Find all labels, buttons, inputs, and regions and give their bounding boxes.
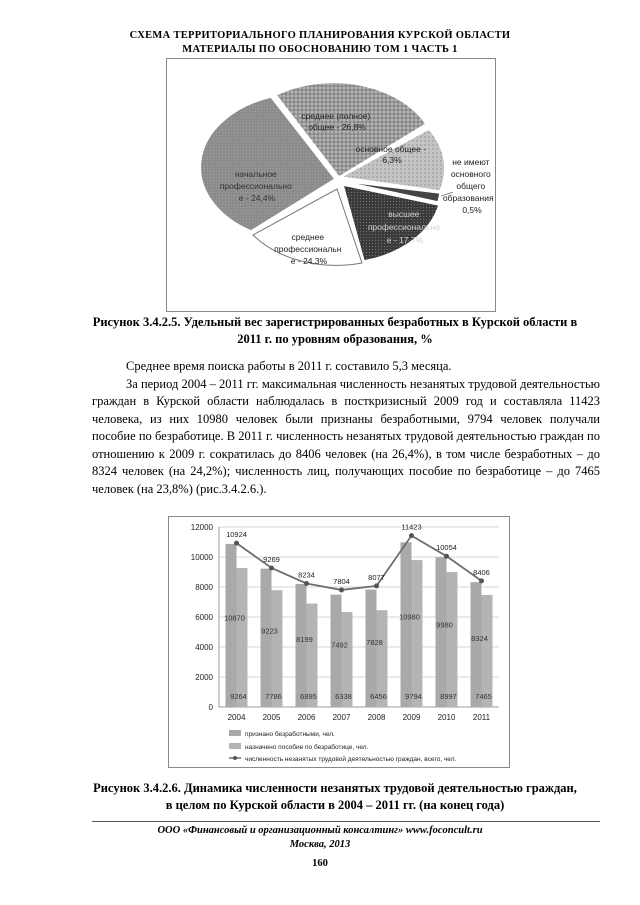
- bar-chart-frame: [168, 516, 510, 768]
- bar-benefit-label: 9264: [230, 692, 247, 701]
- bar-unemployed-label: 8324: [471, 633, 488, 643]
- bar-unemployed: [296, 584, 307, 707]
- bar-benefit-label: 9794: [405, 692, 422, 701]
- body-text: [92, 358, 600, 498]
- bar-unemployed: [436, 557, 447, 707]
- y-tick-label: 8000: [195, 583, 213, 592]
- y-tick-label: 6000: [195, 613, 213, 622]
- y-tick-label: 12000: [190, 523, 213, 532]
- y-tick-label: 0: [208, 703, 213, 712]
- line-total-label: 8406: [473, 567, 490, 577]
- x-tick-label: 2005: [262, 713, 281, 722]
- y-tick-label: 10000: [190, 553, 213, 562]
- header-title-line2: МАТЕРИАЛЫ ПО ОБОСНОВАНИЮ ТОМ 1 ЧАСТЬ 1: [182, 44, 458, 55]
- line-total-label: 8077: [368, 572, 385, 582]
- pie-label-basic-general: основное общее - 6,3%: [355, 144, 427, 165]
- header-title-line1: СХЕМА ТЕРРИТОРИАЛЬНОГО ПЛАНИРОВАНИЯ КУРСКОЙ ОБЛАСТИ: [129, 30, 511, 41]
- bar-benefit-label: 6456: [370, 692, 387, 701]
- line-total-label: 11423: [401, 522, 422, 532]
- legend-benefit: назначено пособие по безработице, чел.: [245, 744, 369, 751]
- figure-caption-2-line1: Рисунок 3.4.2.6. Динамика численности незанятых трудовой деятельностью граждан,: [93, 781, 577, 795]
- line-total-point: [479, 578, 484, 583]
- bar-unemployed-label: 9980: [436, 620, 453, 630]
- bar-unemployed-label: 10980: [399, 612, 420, 622]
- bar-benefit: [237, 568, 248, 707]
- pie-chart: [167, 59, 495, 311]
- footer-company: ООО «Финансовый и организационный консалтинг» www.foconcult.ru: [157, 825, 483, 836]
- y-tick-label: 4000: [195, 643, 213, 652]
- line-total-point: [444, 554, 449, 559]
- legend-unemployed: признано безработными, чел.: [245, 731, 335, 738]
- bar-unemployed: [226, 544, 237, 707]
- bar-unemployed: [261, 569, 272, 707]
- footer-city: Москва, 2013: [289, 839, 351, 850]
- paragraph-search-time: Среднее время поиска работы в 2011 г. составило 5,3 месяца.: [126, 359, 452, 373]
- legend-swatch-benefit: [229, 743, 241, 749]
- paragraph-dynamics: За период 2004 – 2011 гг. максимальная численность незанятых трудовой деятельностью граждан в Курской области наблюдалась в посткризисный 2009 год и составляла 11423 человека, из них 10980 человек были признаны безработными, 9794 человек получали пособие по безработице. В 2011 г. численность незанятых трудовой деятельностью граждан по отношению к 2009 г. сократилась до 8406 человек (на 26,4%), в том числе безработных – до 8324 человек (на 24,2%); численность лиц, получающих пособие по безработице – до 7465 человек (на 23,8%) (рис.3.4.2.6.).: [92, 376, 600, 496]
- bar-unemployed-label: 10870: [224, 613, 245, 623]
- line-total-point: [234, 541, 239, 546]
- x-tick-label: 2010: [437, 713, 456, 722]
- bar-benefit-label: 7465: [475, 692, 492, 701]
- bar-unemployed: [331, 595, 342, 707]
- pie-label-secondary-prof: среднее профессиональн е - 24,3%: [274, 232, 342, 266]
- line-total-point: [374, 583, 379, 588]
- bar-benefit-label: 8997: [440, 692, 457, 701]
- bar-unemployed: [366, 590, 377, 707]
- x-tick-label: 2011: [472, 713, 491, 722]
- line-total-label: 9269: [263, 554, 280, 564]
- x-tick-label: 2007: [332, 713, 351, 722]
- pie-label-secondary-full: среднее (полное) общее - 26,8%: [301, 111, 371, 132]
- bar-unemployed: [471, 582, 482, 707]
- bar-benefit: [482, 595, 493, 707]
- bar-benefit-label: 7786: [265, 692, 282, 701]
- bar-benefit: [272, 590, 283, 707]
- line-total-point: [304, 581, 309, 586]
- figure-caption-2-line2: в целом по Курской области в 2004 – 2011 гг. (на конец года): [165, 798, 505, 812]
- legend-swatch-unemployed: [229, 730, 241, 736]
- footer-divider: [92, 821, 600, 822]
- bar-unemployed-label: 7828: [366, 637, 383, 647]
- bar-chart: [169, 517, 509, 767]
- line-total-label: 10054: [436, 543, 457, 553]
- x-tick-label: 2008: [367, 713, 386, 722]
- x-tick-label: 2009: [402, 713, 421, 722]
- x-tick-label: 2004: [227, 713, 246, 722]
- legend-total: численность незанятых трудовой деятельностью граждан, всего, чел.: [245, 756, 457, 763]
- pie-label-primary-prof: начальное профессионально е - 24,4%: [219, 169, 292, 203]
- figure-caption-1-line2: 2011 г. по уровням образования, %: [237, 332, 433, 346]
- figure-caption-1: [70, 314, 600, 348]
- line-total-point: [339, 587, 344, 592]
- pie-label-higher: высшее профессионально е - 17,7%: [367, 209, 440, 245]
- line-total-point: [269, 565, 274, 570]
- figure-caption-1-line1: Рисунок 3.4.2.5. Удельный вес зарегистрированных безработных в Курской области в: [92, 315, 578, 329]
- figure-caption-2: [70, 780, 600, 814]
- line-total-label: 7804: [333, 576, 350, 586]
- bar-unemployed-label: 8199: [296, 634, 313, 644]
- bar-benefit-label: 6895: [300, 692, 317, 701]
- y-tick-label: 2000: [195, 673, 213, 682]
- page-number: 160: [312, 858, 328, 869]
- line-total-label: 8234: [298, 570, 315, 580]
- bar-unemployed-label: 9223: [261, 626, 278, 636]
- bar-unemployed-label: 7492: [331, 640, 348, 650]
- bar-benefit: [447, 572, 458, 707]
- pie-label-no-basic: не имеют основного общего образования - 0,5%: [442, 157, 495, 215]
- legend-swatch-total-point: [233, 756, 237, 760]
- line-total-point: [409, 533, 414, 538]
- bar-unemployed: [401, 542, 412, 707]
- line-total-label: 10924: [226, 530, 247, 540]
- pie-chart-frame: [166, 58, 496, 312]
- x-tick-label: 2006: [297, 713, 316, 722]
- bar-benefit: [412, 560, 423, 707]
- bar-benefit-label: 6338: [335, 692, 352, 701]
